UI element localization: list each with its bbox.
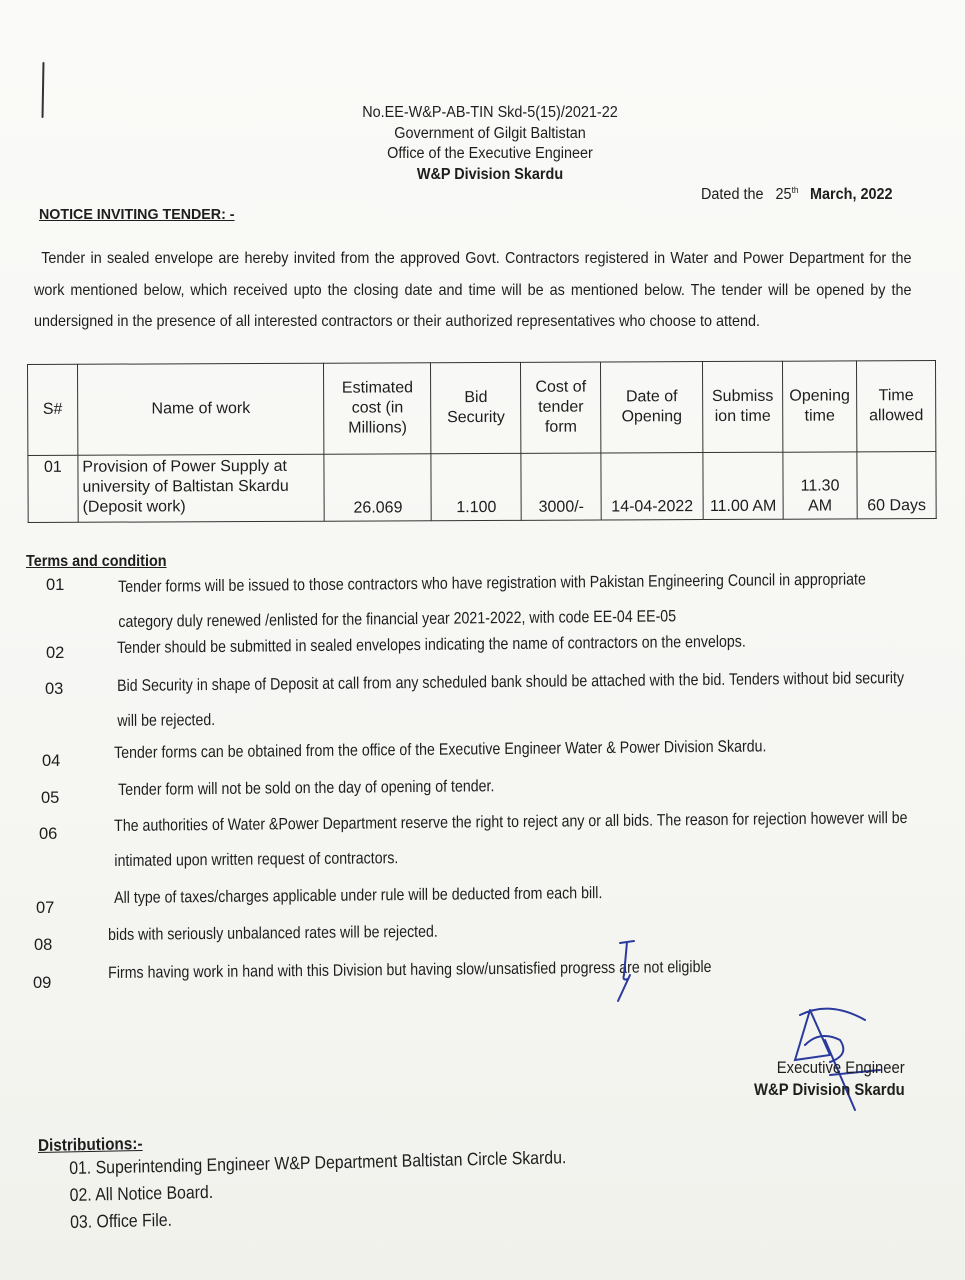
date-month-year: March, 2022 (810, 186, 893, 204)
distribution-item: 03. Office File. (69, 1209, 173, 1232)
term-text: Tender form will not be sold on the day of opening of tender. (118, 777, 495, 799)
header-date-of-opening: Date of Opening (601, 362, 703, 453)
term-text: Firms having work in hand with this Division but having slow/unsatisfied progress are not eligible (108, 957, 712, 982)
header-sn: S# (28, 364, 78, 455)
term-text: Tender forms will be issued to those contractors who have registration with Pakistan Engineering Council in appropriate category duly renewed /enlisted for the financial year 2021-2022, with code EE-04 EE-05 (118, 570, 866, 631)
term-number: 08 (34, 936, 53, 954)
term-number: 02 (46, 644, 65, 662)
cell-date-of-opening: 14-04-2022 (601, 453, 703, 520)
office-name: Office of the Executive Engineer (387, 145, 593, 162)
initial-mark-icon (600, 935, 650, 1005)
header-submission-time: Submiss ion time (703, 361, 783, 452)
cell-time-allowed: 60 Days (857, 452, 936, 519)
term-text: Bid Security in shape of Deposit at call from any scheduled bank should be attached with the bid. Tenders without bid security will be rejected. (117, 669, 905, 730)
signatory-title: Executive Engineer (776, 1059, 905, 1077)
signature-block (754, 1057, 905, 1101)
term-number: 03 (45, 680, 64, 698)
date-day: 25 (775, 186, 792, 204)
header-name-of-work: Name of work (77, 363, 324, 455)
division-name: W&P Division Skardu (416, 165, 564, 183)
cell-bid-security: 1.100 (431, 453, 521, 520)
distribution-item: 01. Superintending Engineer W&P Department Baltistan Circle Skardu. (69, 1147, 567, 1178)
distribution-item: 02. All Notice Board. (69, 1181, 214, 1205)
term-number: 04 (42, 752, 61, 770)
cell-submission-time: 11.00 AM (703, 452, 783, 519)
term-number: 05 (41, 789, 60, 807)
term-text: bids with seriously unbalanced rates will be rejected. (108, 922, 438, 944)
term-text: All type of taxes/charges applicable under rule will be deducted from each bill. (114, 884, 603, 907)
table-row (28, 452, 936, 523)
cell-sn: 01 (28, 455, 78, 522)
header-time-allowed: Time allowed (856, 361, 935, 452)
term-number: 09 (33, 974, 52, 992)
government-name: Government of Gilgit Baltistan (394, 124, 586, 142)
header-estimated-cost: Estimated cost (in Millions) (324, 363, 431, 454)
reference-number: No.EE-W&P-AB-TIN Skd-5(15)/2021-22 (362, 104, 618, 121)
cell-cost-of-tender-form: 3000/- (521, 453, 601, 520)
table-header-row (28, 361, 936, 456)
terms-title: Terms and condition (26, 553, 167, 570)
tender-table (27, 360, 937, 523)
letterhead (351, 103, 630, 185)
term-number: 06 (39, 825, 58, 843)
date-line (701, 185, 893, 204)
term-number: 07 (36, 899, 55, 917)
term-number: 01 (46, 576, 65, 594)
cell-estimated-cost: 26.069 (324, 454, 431, 521)
header-opening-time: Opening time (782, 361, 856, 452)
header-cost-of-tender-form: Cost of tender form (521, 362, 601, 453)
cell-name-of-work: Provision of Power Supply at university of Baltistan Skardu (Deposit work) (78, 454, 325, 522)
date-prefix: Dated the (701, 186, 764, 204)
distribution-title: Distributions:- (37, 1133, 143, 1155)
term-text: Tender should be submitted in sealed envelopes indicating the name of contractors on the envelops. (117, 632, 746, 657)
date-day-suffix: th (791, 185, 799, 195)
cell-opening-time: 11.30 AM (783, 452, 857, 519)
intro-paragraph: Tender in sealed envelope are hereby invited from the approved Govt. Contractors registered in Water and Power Department for the work mentioned below, which received upto the closing date and time will be as mentioned below. The tender will be opened by the undersigned in the presence of all interested contractors or their authorized representatives who choose to attend. (34, 250, 912, 330)
pen-mark (42, 62, 45, 118)
header-bid-security: Bid Security (431, 362, 521, 453)
term-text: Tender forms can be obtained from the office of the Executive Engineer Water & Power Division Skardu. (114, 737, 767, 762)
term-text: The authorities of Water &Power Department reserve the right to reject any or all bids. The reason for rejection however will be intimated upon written request of contractors. (114, 808, 908, 870)
notice-title: NOTICE INVITING TENDER: - (39, 206, 235, 223)
distribution-list (69, 1144, 567, 1236)
signatory-division: W&P Division Skardu (754, 1081, 905, 1099)
